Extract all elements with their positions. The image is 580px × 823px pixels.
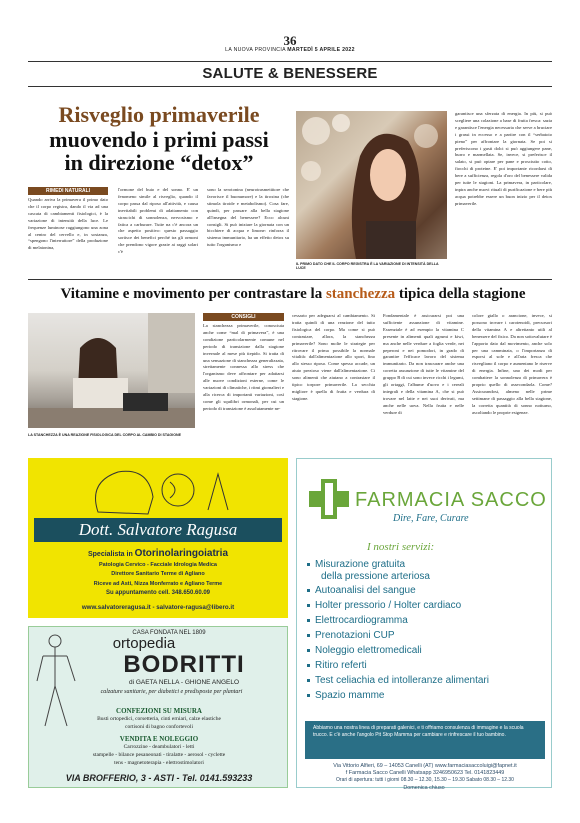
tired-woman-illustration <box>28 313 195 428</box>
bodritti-text5: tens - magnetoterapia - elettrostimolatori <box>114 760 204 766</box>
section-title: SALUTE & BENESSERE <box>202 65 378 82</box>
ragusa-line1: Patologia Cervico - Facciale Idrologia Medica <box>99 562 217 568</box>
bodritti-text3: Carrozzine - deambulatori - letti <box>123 744 195 750</box>
farmacia-address[interactable]: Via Vittorio Alfieri, 69 – 14053 Canelli (AT) www.farmaciasaccoluigi@fapnet.it <box>333 763 517 769</box>
farmacia-service-4 <box>315 615 408 627</box>
article1-photo-caption: IL PRIMO DATO CHE IL CORPO REGISTRA È LA VARIAZIONE DI INTENSITÀ DELLA LUCE <box>296 262 439 270</box>
article1-title-line1: Risveglio primaverile <box>58 102 260 127</box>
farmacia-service-1 <box>315 559 405 571</box>
article1-title-line3: in direzione “detox” <box>64 150 254 175</box>
article2-title-after: tipica della stagione <box>395 286 526 302</box>
farmacia-slogan: Dire, Fare, Curare <box>393 513 469 524</box>
article2-col4: colore giallo o arancione, invece, si possono trovare i carotenoidi, precursori della vitamina A e altrettanto utili al benessere del fisico. Da non sottovalutare è l'apporto dato dal movimento, anche solo per una camminata, o l'importanza di esporsi al sole e all'aria fresca che risvegliano il corpo e aumentano le riserve di energia. Infine, uno dei modi per combattere la sonnolenza di primavera è proprio quello di assecondarla. Come? Assicurandosi, almeno nelle prime settimane di passaggio alla bella stagione, la corretta quantità di sonno notturno, ascoltando le proprie esigenze. <box>472 313 552 415</box>
farmacia-service-7 <box>315 660 367 672</box>
article2-photo-caption: LA STANCHEZZA È UNA REAZIONE FISIOLOGICA DEL CORPO AL CAMBIO DI STAGIONE <box>28 433 182 437</box>
article2-title <box>28 286 558 303</box>
farmacia-service-2 <box>315 585 416 597</box>
service-label: Noleggio elettromedicali <box>315 645 422 656</box>
article1-col4: garantisce una sferzata di energia. In più, si può scegliere una colazione a base di frutta fresca: sazia e garantisce l'energia necessaria che serve a bruciare i grassi in eccesso e a partire con il “serbatoio pieno” per affrontare la giornata. Se poi si preferiscono i gusti dolci si può aggiungere pane, burro e marmellata. Se, invece, si preferisce il salato, si può optare per pane e prosciutto cotto, fiocchi di proteine. E' poi importante ricordarsi di bere a sufficienza, regola d'oro del benessere valida per tutte le stagioni. La primavera, in particolare, inpira anche nuovi rituali di purificazione e bere più acqua potrebbe essere un buon inizio per il detox primaverile. <box>455 111 552 206</box>
article1-col3: sono la serotonina (neurotrasmettitore che favorisce il buonumore) e la tiroxina (che stimola tiroide e metabolismo). Cosa fare, quindi, per passare alla bella stagione all'insegna del benessere? Ecco alcuni consigli. Si può iniziare la giornata con un bicchiere di acqua e limone: rinforza il sistema immunitario, ha un effetto detox su tutto l'organismo e <box>207 187 289 248</box>
article2-col2: cessario per adeguarsi al cambiamento. Si tratta quindi di una reazione del tutto fisiologica del corpo. Ma come si può contrastare, allora, la stanchezza primaverile? Sono molte le strategie per ritrovare il prima possibile la normale vitalità: dall'alimentazione allo sport, fino allo stesso riposo. Come spesso accade, un aiuto prezioso viene dall'alimentazione. Ci sono alimenti che aiutano a contrastare il tipico torpore primaverile. La secchia migliore è quella di frutta e verdura di stagione. <box>292 313 375 401</box>
publication-line <box>0 47 580 53</box>
ragusa-web[interactable]: www.salvatoreragusa.it - salvatore-ragusa@libero.it <box>81 604 235 611</box>
ragusa-line3: Riceve ad Asti, Nizza Monferrato e Agliano Terme <box>93 581 223 587</box>
article2-tag: CONSIGLI <box>203 313 284 321</box>
ent-anatomy-icon <box>58 462 248 518</box>
ragusa-line2: Direttore Sanitario Terme di Agliano <box>111 571 205 577</box>
article1-col2: l'ormone del buio e del sonno. E' un fenomeno simile al risveglio, quando il corpo passa dal riposo all'attività, e causa inevitabili problemi di adattamento con strascichi di sonnolenza, nervosismo e fatica a carburare. Tutte na c'è ancora un che aspetto positivo: questo passaggio sortisce dei benefici perché tra gli ormoni che prendono vigore grazie ai raggi solari c'è <box>118 187 198 255</box>
woman-spring-photo <box>296 111 447 259</box>
woman-spring-illustration <box>296 111 447 259</box>
farmacia-note: Abbiamo una nostra linea di preparati galenici, e ti offriamo consulenza di immagine e la scuola trucco. E c'è anche l'angolo Pit Stop Mamma per cambiare e rinfrescare il tuo bambino. <box>305 721 545 759</box>
farmacia-services-title: I nostri servizi: <box>367 541 435 553</box>
ad-farmacia[interactable] <box>296 458 552 788</box>
bodritti-owner: di GAETA NELLA - GHIONE ANGELO <box>128 679 240 686</box>
service-label: Holter pressorio / Holter cardiaco <box>315 600 462 611</box>
ad-bodritti[interactable] <box>28 626 288 788</box>
farmacia-service-8 <box>315 675 489 687</box>
bodritti-text1: Busti ortopedici, corsetteria, cinti erniari, calze elastiche <box>97 716 221 722</box>
article2-title-before: Vitamine e movimento per contrastare la <box>60 286 326 302</box>
bodritti-founded: CASA FONDATA NEL 1809 <box>132 630 206 636</box>
bodritti-tagline: calzature sanitarie, per diabetici e predisposte per plantari <box>100 689 243 695</box>
article-divider <box>28 279 552 280</box>
service-label: Elettrocardiogramma <box>315 615 408 626</box>
header-rule-bottom <box>28 86 552 87</box>
article2-title-highlight: stanchezza <box>325 286 396 302</box>
pharmacy-cross-icon <box>307 477 351 521</box>
article1-tag: RIMEDI NATURALI <box>28 187 108 195</box>
article1-title-line2: muovendo i primi passi <box>49 127 269 152</box>
tired-woman-photo <box>28 313 195 428</box>
bullet-icon <box>307 604 310 607</box>
ragusa-phone[interactable]: Su appuntamento cell. 348.650.60.09 <box>105 590 211 596</box>
ragusa-name: Dott. Salvatore Ragusa <box>34 518 282 542</box>
ragusa-specialty <box>48 548 268 559</box>
service-label: Autoanalisi del sangue <box>315 585 416 596</box>
bodritti-text4: stampelle - bilance pesaneonati - tiralatte - aerosol - cyclette <box>92 752 226 758</box>
article2-col3: Fondamentale è assicurarsi poi una sufficiente assunzione di vitamine. Essenziale è ad esempio la vitamina C presente in alimenti quali agrumi e kiwi, ma anche nelle verdure a foglia verde, nei peperoni e nei pomodori, in grado di garantire l'efficace lavoro del sistema immunitario. Da non trascurare anche una corretta assunzione di tutte le vitamine del gruppo B di cui sono invece ricchi i legumi, gli ortaggi, l'albume d'uovo e i cereali integrali e della vitamina A, che si può trovare nel latte e nei suoi derivati, ma anche nelle uova. Nella frutta e nelle verdure di <box>383 313 464 415</box>
bodritti-heading1: CONFEZIONI SU MISURA <box>116 707 202 715</box>
article1-col1: Quando arriva la primavera il primo dato che il corpo registra, dando il via ad una cascata di cambiamenti fisiologici, è la variazione di intensità della luce. Le frequenze luminose raggiungono una zona al centro del cervello e, in sostanza, “spengono l'interruttore” della produzione di melatonina, <box>28 197 108 251</box>
farmacia-closed: Domenica chiuso <box>403 785 445 791</box>
bullet-icon <box>307 619 310 622</box>
farmacia-hours: Orari di apertura: tutti i giorni 08.30 – 12.30, 15.30 – 19.30 Sabato 08.30 – 12.30 <box>336 777 514 783</box>
bodritti-line1: ortopedia <box>112 635 176 652</box>
publication-name: LA NUOVA PROVINCIA <box>225 47 286 53</box>
bullet-icon <box>307 664 310 667</box>
farmacia-name: FARMACIA SACCO <box>355 489 547 511</box>
bullet-icon <box>307 563 310 566</box>
page-number: 36 <box>283 33 297 48</box>
publication-date: MARTEDÌ 5 APRILE 2022 <box>287 47 355 53</box>
ragusa-specialty-prefix: Specialista in <box>87 551 135 558</box>
service-label: della pressione arteriosa <box>321 571 430 582</box>
farmacia-service-3 <box>315 600 461 612</box>
service-label: Ritiro referti <box>315 660 367 671</box>
farmacia-service-5 <box>315 630 394 642</box>
farmacia-service-9 <box>315 690 384 702</box>
service-label: Spazio mamme <box>315 690 385 701</box>
service-label: Prenotazioni CUP <box>315 630 395 641</box>
ad-ragusa[interactable] <box>28 458 288 618</box>
bullet-icon <box>307 679 310 682</box>
bullet-icon <box>307 649 310 652</box>
service-label: Misurazione gratuita <box>315 559 406 570</box>
header-rule-top <box>28 61 552 62</box>
bodritti-text2: cortisoni di bagno confortevoli <box>125 724 193 730</box>
bodritti-name: BODRITTI <box>123 651 245 678</box>
bodritti-address: VIA BROFFERIO, 3 - ASTI - Tel. 0141.593233 <box>65 773 253 783</box>
farmacia-service-6 <box>315 645 422 657</box>
farmacia-social[interactable]: f Farmacia Sacco Canelli Whatsapp 3246950623 Tel. 0141823449 <box>345 770 505 776</box>
article2-col1: La stanchezza primaverile, conosciuta anche come “mal di primavera”, è una condizione particolarmente comune nel periodo di transizione dalla stagione invernale al mese più tiepido. Si tratta di una sensazione di stanchezza generalizzata, strettamente connessa allo stress che l'organismo deve affrontare per adattarsi alle nuove condizioni esterne, come le variazioni di climatiche, i ritmi giornalieri e alla ricerca di importanti variazioni, così come gli squilibri ormonali, per cui un periodo di transizione è assolutamente ne- <box>203 323 284 411</box>
ragusa-specialty-name: Otorinolaringoiatria <box>134 548 229 559</box>
farmacia-service-1b <box>321 571 430 583</box>
bullet-icon <box>307 589 310 592</box>
bullet-icon <box>307 634 310 637</box>
service-label: Test celiachia ed intolleranze alimentari <box>315 675 489 686</box>
bullet-icon <box>307 694 310 697</box>
bodritti-heading2: VENDITA E NOLEGGIO <box>119 735 199 743</box>
